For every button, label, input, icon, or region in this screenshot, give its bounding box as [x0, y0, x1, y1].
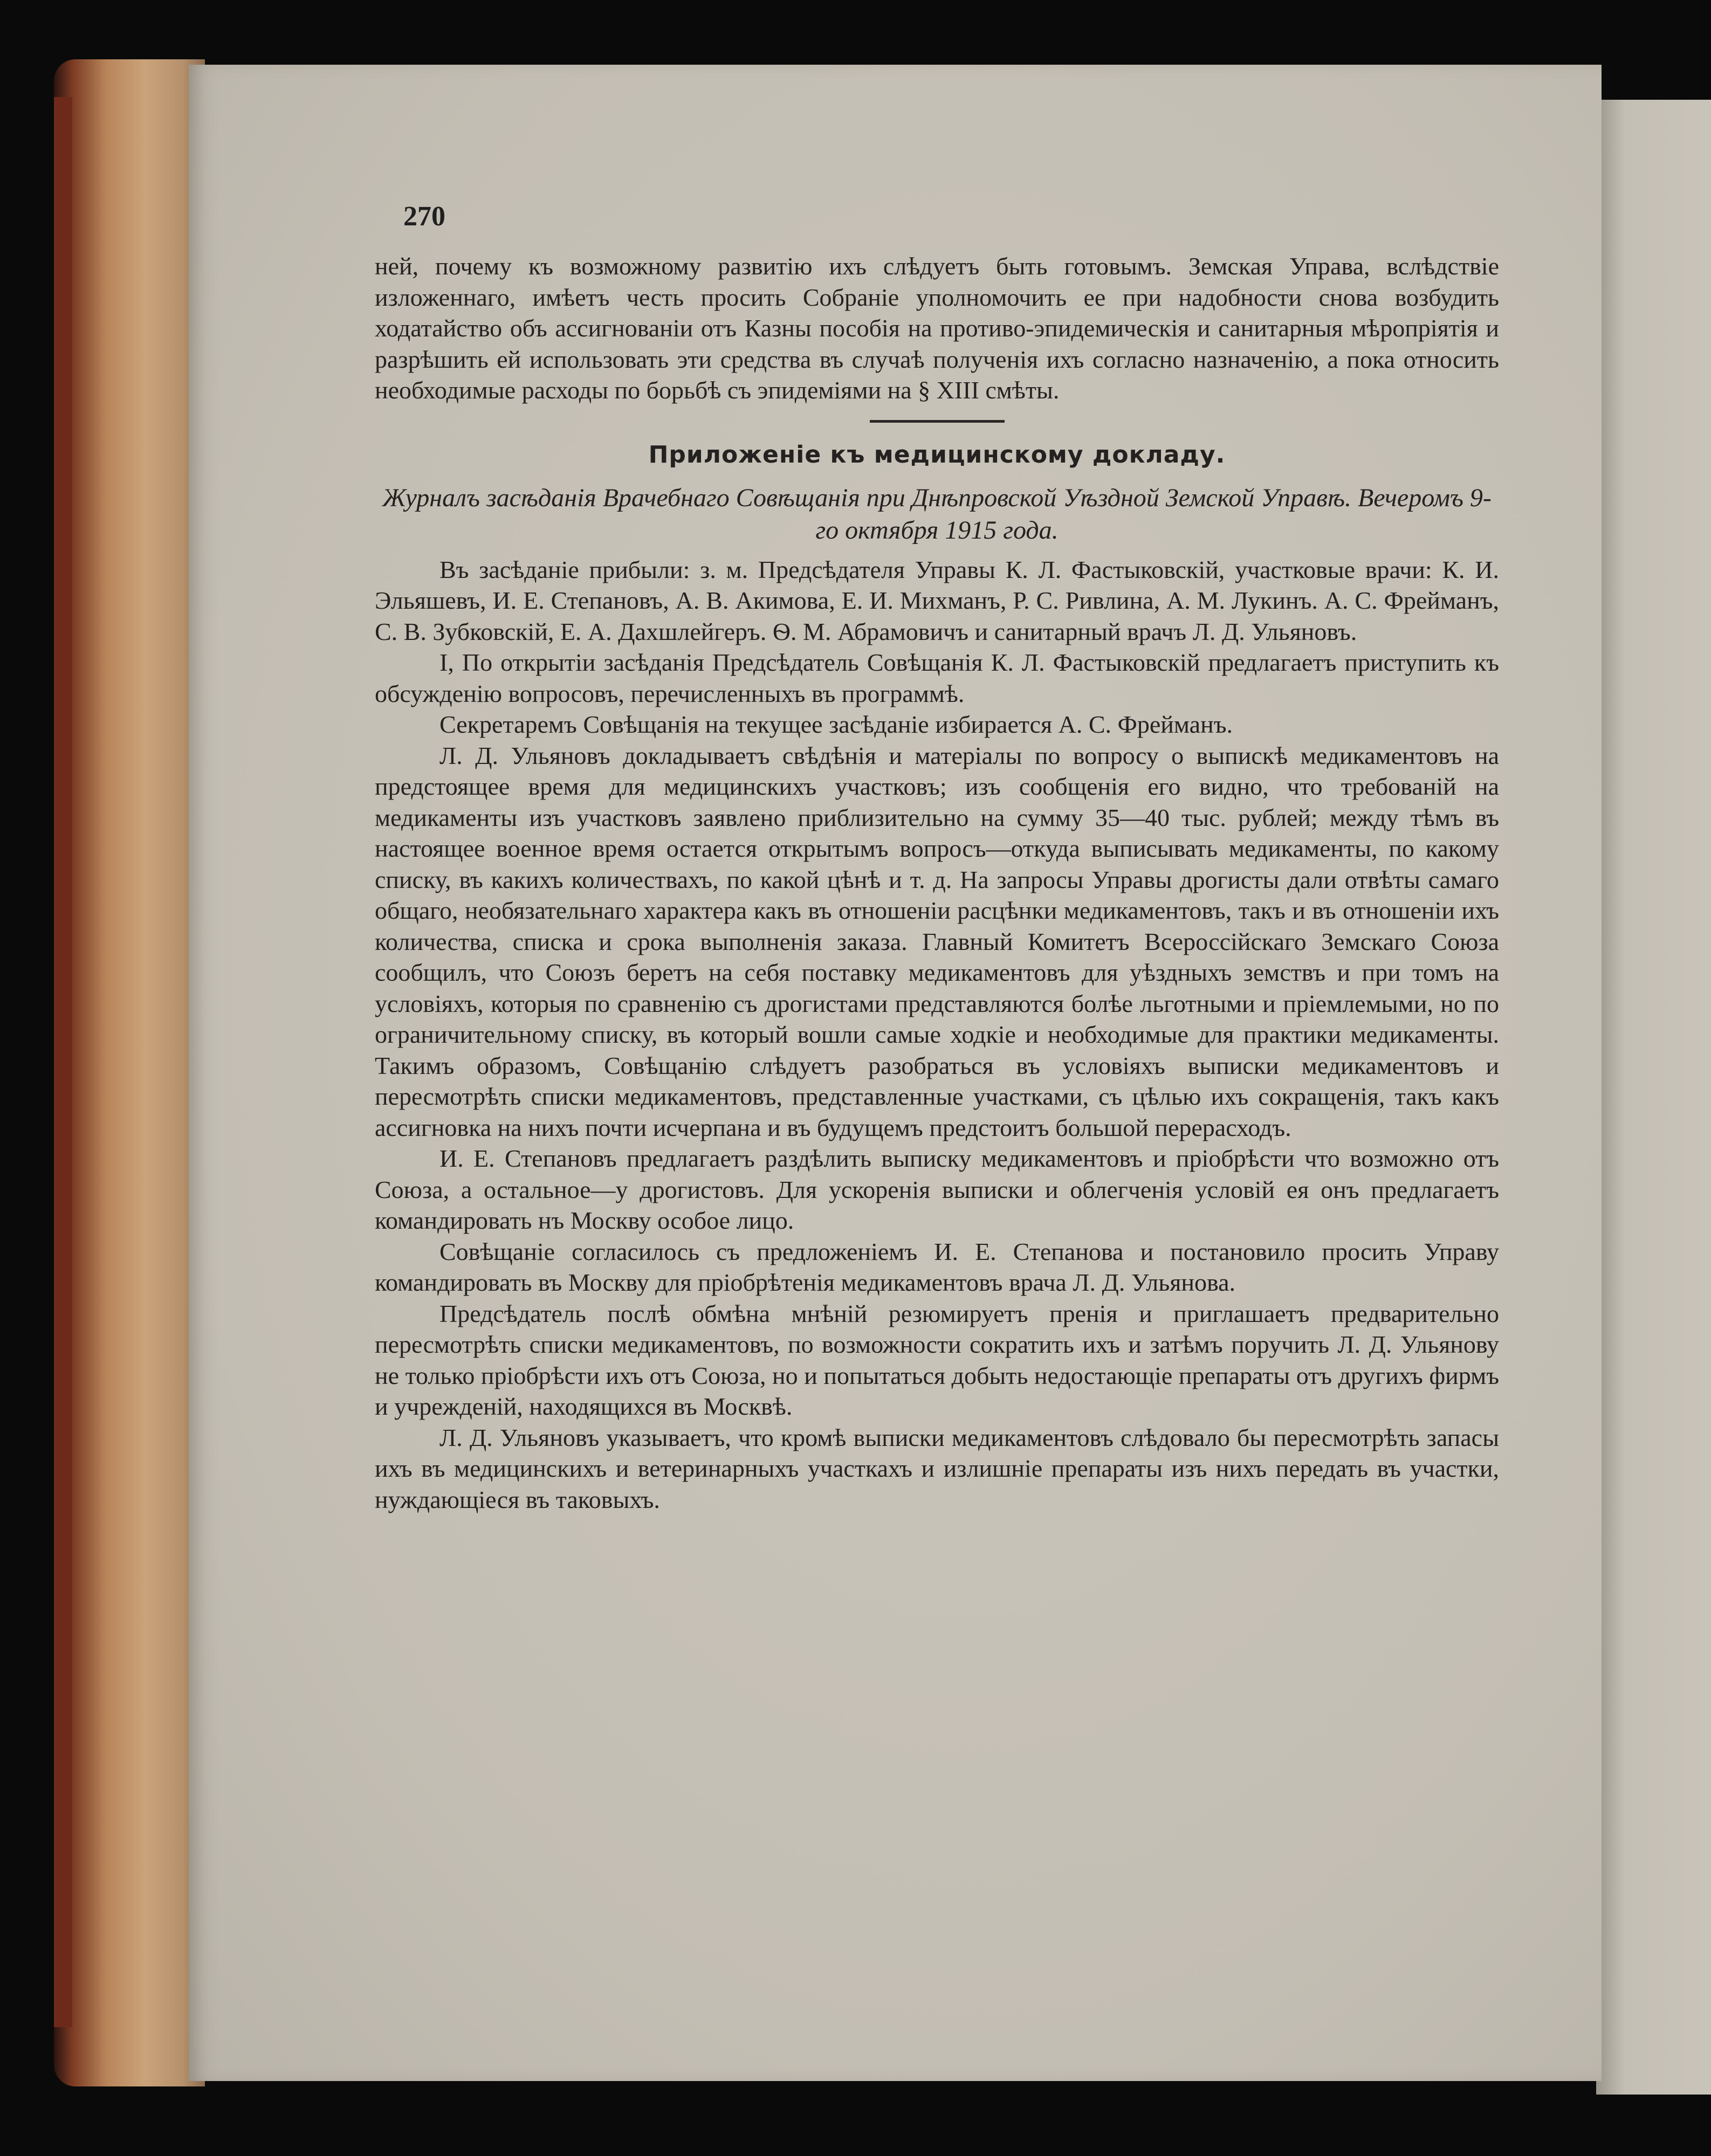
journal-title: Журналъ засѣданія Врачебнаго Совѣщанія при Днѣпровской Уѣздной Земской Управѣ. Вечеромъ 9-го октября 1915 года. [382, 483, 1492, 545]
paragraph-opening: I, По открытіи засѣданія Предсѣдатель Совѣщанія К. Л. Фастыковскій предлагаетъ приступить къ обсужденію вопросовъ, перечисленныхъ въ программѣ. [375, 649, 1499, 707]
carryover-paragraph: ней, почему къ возможному развитію ихъ слѣдуетъ быть готовымъ. Земская Управа, вслѣдствіе изложеннаго, имѣетъ честь просить Собраніе уполномочить ее при надобности снова возбудить ходатайство объ ассигнованіи отъ Казны пособія на противо-эпидемическія и санитарныя мѣропріятія и разрѣшить ей использовать эти средства въ случаѣ полученія ихъ согласно назначенію, а пока относить необходимые расходы по борьбѣ съ эпидеміями на § XIII смѣты. [375, 252, 1499, 404]
paragraph-ulyanov-note: Л. Д. Ульяновъ указываетъ, что кромѣ выписки медикаментовъ слѣдовало бы пересмотрѣть запасы ихъ въ медицинскихъ и ветеринарныхъ участкахъ и излишніе препараты изъ нихъ передать въ участки, нуждающіеся въ таковыхъ. [375, 1423, 1499, 1513]
book-page-edges [54, 59, 205, 2086]
page-number: 270 [403, 201, 445, 232]
appendix-heading: Приложеніе къ медицинскому докладу. [648, 440, 1226, 469]
section-divider [870, 420, 1005, 423]
book-cover-edge [54, 97, 72, 2027]
page-text [375, 199, 1499, 1515]
paragraph-report: Л. Д. Ульяновъ докладываетъ свѣдѣнія и матеріалы по вопросу о выпискѣ медикаментовъ на предстоящее время для медицинскихъ участковъ; изъ сообщенія его видно, что требованій на медикаменты изъ участковъ заявлено приблизительно на сумму 35—40 тыс. рублей; между тѣмъ въ настоящее военное время остается открытымъ вопросъ—откуда выписывать медикаменты, по какому списку, въ какихъ количествахъ, по какой цѣнѣ и т. д. На запросы Управы дрогисты дали отвѣты самаго общаго, необязательнаго характера какъ въ отношеніи расцѣнки медикаментовъ, такъ и въ отношеніи ихъ количества, списка и срока выполненія заказа. Главный Комитетъ Всероссійскаго Земскаго Союза сообщилъ, что Союзъ беретъ на себя поставку медикаментовъ для уѣздныхъ земствъ и при томъ на условіяхъ, которыя по сравненію съ дрогистами представляются болѣе льготными и пріемлемыми, но по ограничительному списку, въ который вошли самые ходкіе и необходимые для практики медикаменты. Такимъ образомъ, Совѣщанію слѣдуетъ разобраться въ условіяхъ выписки медикаментовъ и пересмотрѣть списки медикаментовъ, представленные участками, съ цѣлью ихъ сокращенія, такъ какъ ассигновка на нихъ почти исчерпана и въ будущемъ предстоитъ большой перерасходъ. [375, 741, 1499, 1141]
paragraph-chairman-summary: Предсѣдатель послѣ обмѣна мнѣній резюмируетъ пренія и приглашаетъ предварительно пересмотрѣть списки медикаментовъ, по возможности сократить ихъ и затѣмъ поручить Л. Д. Ульянову не только пріобрѣсти ихъ отъ Союза, но и попытаться добыть недостающіе препараты отъ другихъ фирмъ и учрежденій, находящихся въ Москвѣ. [375, 1299, 1499, 1420]
paragraph-stepanov-proposal: И. Е. Степановъ предлагаетъ раздѣлить выписку медикаментовъ и пріобрѣсти что возможно отъ Союза, а остальное—у дрогистовъ. Для ускоренія выписки и облегченія условій ея онъ предлагаетъ командировать нъ Москву особое лицо. [375, 1145, 1499, 1234]
paragraph-resolution: Совѣщаніе согласилось съ предложеніемъ И. Е. Степанова и постановило просить Управу командировать въ Москву для пріобрѣтенія медикаментовъ врача Л. Д. Ульянова. [375, 1237, 1499, 1296]
adjacent-page [1596, 100, 1711, 2095]
paragraph-secretary: Секретаремъ Совѣщанія на текущее засѣданіе избирается А. С. Фрейманъ. [439, 711, 1233, 738]
paragraph-attendees: Въ засѣданіе прибыли: з. м. Предсѣдателя Управы К. Л. Фастыковскій, участковые врачи: К. И. Эльяшевъ, И. Е. Степановъ, А. В. Акимова, Е. И. Михманъ, Р. С. Ривлина, А. М. Лукинъ. А. С. Фрейманъ, С. В. Зубковскій, Е. А. Дахшлейгеръ. Ѳ. М. Абрамовичъ и санитарный врачъ Л. Д. Ульяновъ. [375, 555, 1499, 645]
